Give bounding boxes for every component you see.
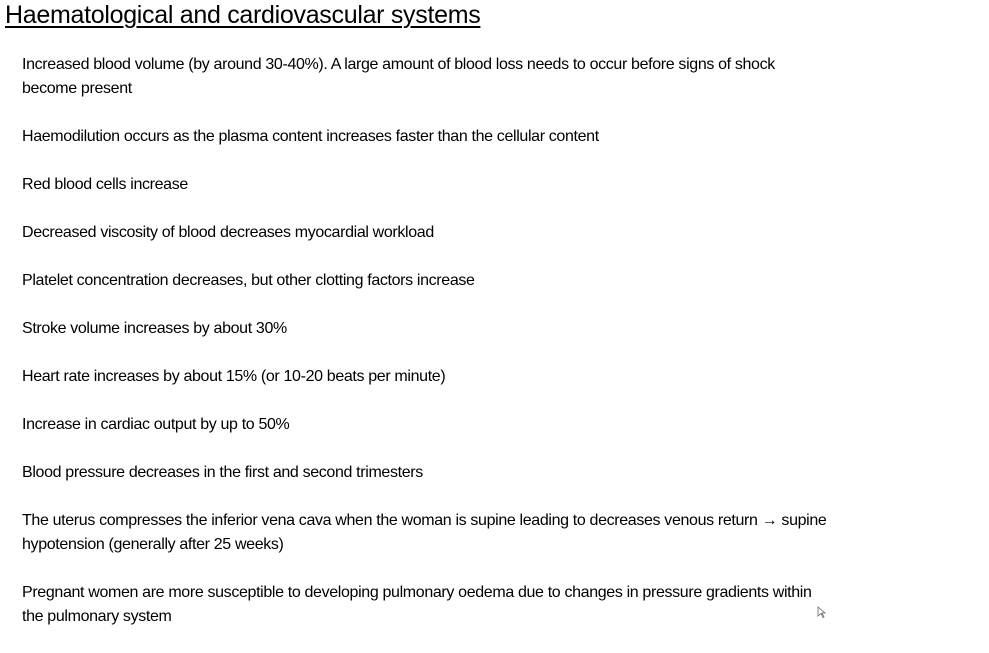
list-item-line: Blood pressure decreases in the first and second trimesters [22, 464, 423, 481]
list-item-line: become present [22, 80, 132, 97]
list-item [22, 365, 989, 389]
list-item [22, 461, 989, 485]
list-item-line: hypotension (generally after 25 weeks) [22, 536, 284, 553]
list-item-line: Haemodilution occurs as the plasma content increases faster than the cellular content [22, 128, 599, 145]
list-item [22, 269, 989, 293]
list-item [22, 173, 989, 197]
list-item-line: Heart rate increases by about 15% (or 10-20 beats per minute) [22, 368, 446, 385]
list-item-line: Increased blood volume (by around 30-40%). A large amount of blood loss needs to occur before signs of shock [22, 56, 775, 73]
list-item [22, 53, 989, 101]
mouse-cursor-icon [817, 606, 827, 618]
list-item [22, 221, 989, 245]
list-item-line: Platelet concentration decreases, but other clotting factors increase [22, 272, 475, 289]
list-item-line: Increase in cardiac output by up to 50% [22, 416, 290, 433]
list-item [22, 317, 989, 341]
bullet-list [22, 53, 989, 653]
list-item [22, 581, 989, 629]
list-item [22, 125, 989, 149]
list-item-line: Pregnant women are more susceptible to developing pulmonary oedema due to changes in pressure gradients within [22, 584, 812, 601]
list-item-line: Red blood cells increase [22, 176, 188, 193]
list-item [22, 413, 989, 437]
list-item-line: The uterus compresses the inferior vena cava when the woman is supine leading to decreases venous return → supine [22, 512, 827, 529]
page-title: Haematological and cardiovascular systems [5, 1, 481, 29]
list-item-line: Stroke volume increases by about 30% [22, 320, 287, 337]
list-item-line: the pulmonary system [22, 608, 172, 625]
list-item [22, 509, 989, 557]
list-item-line: Decreased viscosity of blood decreases myocardial workload [22, 224, 434, 241]
